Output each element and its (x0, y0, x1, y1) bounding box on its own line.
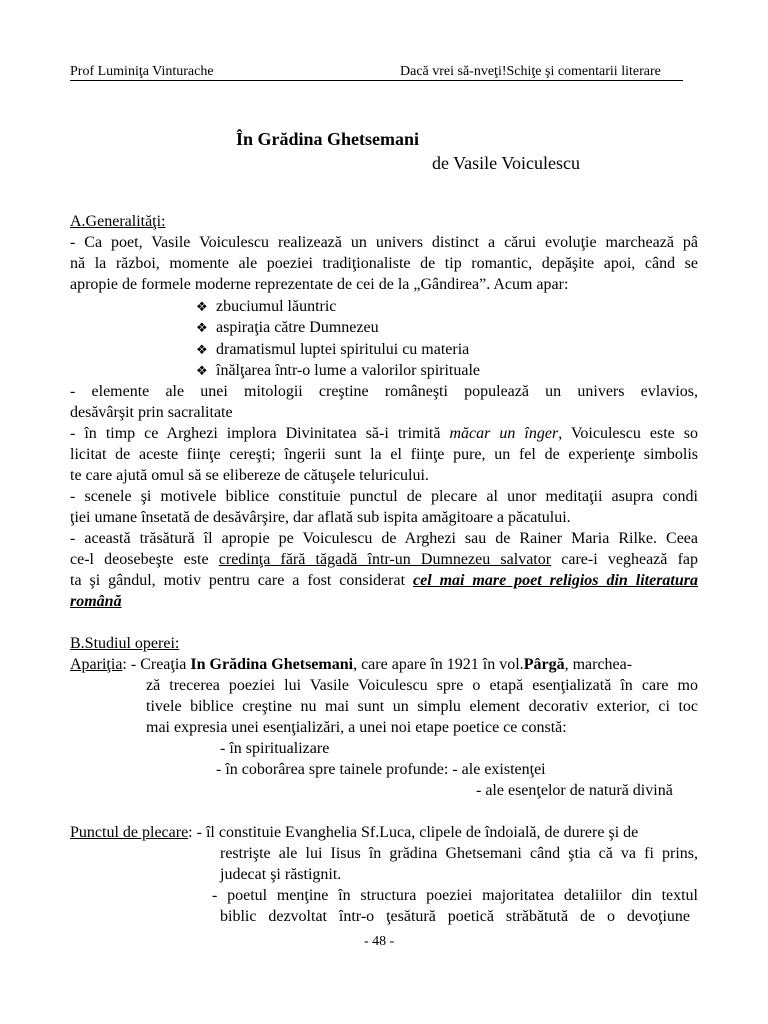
section-a-p2-line-2: desăvârşit prin sacralitate (70, 404, 233, 421)
section-a-heading: A.Generalităţi: (70, 213, 166, 230)
document-author: de Vasile Voiculescu (432, 153, 580, 173)
diamond-bullet-icon: ❖ (196, 320, 208, 335)
bullet-item: ❖ dramatismul luptei spiritului cu materia (196, 341, 470, 358)
section-a-p4-line-1: - scenele şi motivele biblice constituie punctul de plecare al unor meditaţii asupra condi (70, 488, 698, 505)
header-right: Dacă vrei să-nveţi!Schiţe şi comentarii literare (400, 64, 661, 79)
section-b-heading: B.Studiul operei: (70, 635, 180, 652)
aparitia-line-1: Apariţia: - Creaţia In Grădina Ghetsemani, care apare în 1921 în vol.Pârgă, marchea- (70, 656, 633, 673)
section-a-line-2: nă la război, momente ale poeziei tradiţionaliste de tip romantic, depăşite apoi, când se (70, 255, 698, 272)
section-a-p3-line-1: - în timp ce Arghezi implora Divinitatea să-i trimită măcar un înger, Voiculescu este so (70, 425, 698, 442)
section-a-p5-line-3: ta şi gândul, motiv pentru care a fost considerat cel mai mare poet religios din literatura (70, 572, 698, 589)
diamond-bullet-icon: ❖ (196, 363, 208, 378)
section-a-line-1: - Ca poet, Vasile Voiculescu realizează un univers distinct a cărui evoluţie marchează pâ (70, 234, 698, 251)
section-a-p4-line-2: ţiei umane însetată de desăvârşire, dar aflată sub ispita amăgitoare a păcatului. (70, 509, 571, 526)
section-a-p3-line-2: licitat de aceste fiinţe cereşti; îngerii sunt la el fiinţe pure, un fel de experienţe simbolis (70, 446, 698, 463)
punctul-line-3: judecat şi răstignit. (220, 866, 342, 883)
aparitia-label: Apariţia (70, 656, 123, 673)
punctul-line-1: Punctul de plecare: - îl constituie Evanghelia Sf.Luca, clipele de îndoială, de durere şi de (70, 824, 639, 841)
section-a-line-3: apropie de formele moderne reprezentate de cei de la „Gândirea”. Acum apar: (70, 276, 569, 293)
aparitia-line-2: ză trecerea poeziei lui Vasile Voiculescu spre o etapă esenţializată în care mo (146, 677, 698, 694)
punctul-line-5: biblic dezvoltat într-o ţesătură poetică străbătută de o devoţiune (220, 908, 690, 925)
page-number: - 48 - (364, 934, 395, 949)
section-a-p5-line-2: ce-l deosebeşte este credinţa fără tăgadă într-un Dumnezeu salvator care-i veghează fap (70, 551, 699, 568)
header-left: Prof Luminiţa Vinturache (70, 64, 214, 79)
bullet-item: ❖ înălţarea într-o lume a valorilor spirituale (196, 362, 481, 379)
aparitia-line-3: tivele biblice creştine nu mai sunt un simplu element decorativ exterior, ci toc (146, 698, 698, 715)
punctul-line-2: restrişte ale lui Iisus în grădina Ghetsemani când ştia că va fi prins, (220, 845, 698, 862)
section-a-p5-line-4: română (70, 593, 122, 610)
punctul-line-4: - poetul menţine în structura poeziei majoritatea detaliilor din textul (212, 887, 698, 904)
aparitia-line-5: - în spiritualizare (220, 740, 330, 757)
aparitia-line-7: - ale esenţelor de natură divină (476, 782, 673, 799)
document-title: În Grădina Ghetsemani (236, 129, 420, 149)
section-a-p5-line-1: - această trăsătură îl apropie pe Voiculescu de Arghezi sau de Rainer Maria Rilke. Ceea (70, 530, 698, 547)
diamond-bullet-icon: ❖ (196, 342, 208, 357)
bullet-item: ❖ aspiraţia către Dumnezeu (196, 319, 379, 336)
diamond-bullet-icon: ❖ (196, 299, 208, 314)
section-a-p2-line-1: - elemente ale unei mitologii creştine româneşti populează un univers evlavios, (70, 383, 698, 400)
aparitia-line-6: - în coborârea spre tainele profunde: - ale existenţei (216, 761, 546, 778)
section-a-p3-line-3: te care ajută omul să se elibereze de cătuşele teluricului. (70, 467, 429, 484)
bullet-item: ❖ zbuciumul lăuntric (196, 298, 337, 315)
aparitia-line-4: mai expresia unei esenţializări, a unei noi etape poetice ce constă: (146, 719, 567, 736)
header-rule (70, 80, 683, 81)
punctul-label: Punctul de plecare (70, 824, 189, 841)
